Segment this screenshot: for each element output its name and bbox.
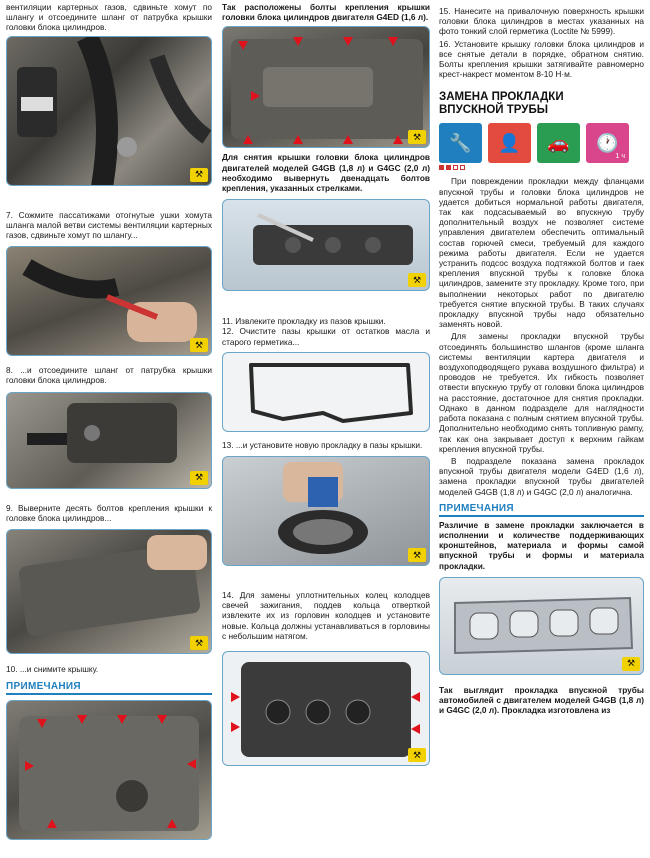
caption-g4gb-g4gc: Для снятия крышки головки блока цилиндров двигателей моделей G4GB (1,8 л) и G4GC (2,0 л) необходимо вывернуть двенадцать болтов крепления, указанных стрелками. bbox=[222, 152, 430, 194]
tool-icon: ⚒ bbox=[190, 471, 208, 485]
arrow-icon bbox=[411, 692, 420, 702]
notes-label: ПРИМЕЧАНИЯ bbox=[439, 503, 644, 517]
arrow-icon bbox=[243, 135, 253, 144]
tool-icon: ⚒ bbox=[408, 748, 426, 762]
intro-paragraph: При повреждении прокладки между фланцами впускной трубы и головки блока цилиндров не удается добиться нормальной работы двигателя, так как подсасываемый во впускную трубу дополнительный воздух не позволяет системе управления двигателем обеспечить оптимальный состав горючей смеси, требуемый для каждого режима работы двигателя. Если не удается устранить подсос воздуха подтяжкой болтов и гаек крепления впускной трубы к головке блока цилиндров, замените эту прокладку. Кроме того, при выполнении некоторых работ по двигателю требуется снятие впускной трубы. В таких случаях прокладку впускной трубы надо обязательно заменять новой. bbox=[439, 176, 644, 330]
arrow-icon bbox=[117, 715, 127, 724]
hose-disconnect-illustration bbox=[7, 393, 212, 489]
photo-pliers-clamp bbox=[6, 246, 212, 356]
photo-g4ed-bolts bbox=[222, 26, 430, 148]
photo-new-gasket bbox=[222, 352, 430, 432]
caption-g4ed: Так расположены болты крепления крышки головки блока цилиндров двигателя G4ED (1,6 л). bbox=[222, 2, 430, 23]
photo-seal-ring bbox=[222, 456, 430, 566]
column-right bbox=[439, 0, 644, 715]
photo-bolt-locations bbox=[6, 700, 212, 840]
step-14-text: 14. Для замены уплотнительных колец колодцев свечей зажигания, поддев кольца отверткой извлеките их из горловин колодцев и установите новые. Кольца должны устанавливаться в горловины с небольшим натягом. bbox=[222, 590, 430, 641]
wrench-icon: 🔧 bbox=[439, 123, 482, 163]
notes-label: ПРИМЕЧАНИЯ bbox=[6, 681, 212, 695]
step-8-text: 8. ...и отсоедините шланг от патрубка крышки головки блока цилиндров. bbox=[6, 365, 212, 386]
valve-cover-illustration bbox=[7, 530, 212, 654]
arrow-icon bbox=[77, 715, 87, 724]
gasket-caption: Так выглядит прокладка впускной трубы автомобилей с двигателем моделей G4GB (1,8 л) и G4GC (2,0 л). Прокладка изготовлена из bbox=[439, 684, 644, 716]
arrow-icon bbox=[393, 135, 403, 144]
arrow-icon bbox=[343, 135, 353, 144]
arrow-icon bbox=[293, 135, 303, 144]
seal-ring-illustration bbox=[223, 457, 430, 566]
arrow-icon bbox=[411, 724, 420, 734]
photo-hose-clamp bbox=[6, 36, 212, 186]
arrow-icon bbox=[231, 722, 240, 732]
engine-hose-illustration bbox=[7, 37, 212, 186]
clock-icon: 🕐 bbox=[586, 123, 629, 163]
column-left bbox=[6, 0, 212, 840]
photo-sealant-locations bbox=[222, 651, 430, 766]
step-15-text: 15. Нанесите на привалочную поверхность крышки головки блока цилиндров в местах указанных на фото тонкий слой герметика (Loctite № 5999). bbox=[439, 6, 644, 37]
arrow-icon bbox=[25, 761, 34, 771]
section-heading: ЗАМЕНА ПРОКЛАДКИ ВПУСКНОЙ ТРУБЫ bbox=[439, 91, 564, 117]
car-icon: 🚗 bbox=[537, 123, 580, 163]
arrow-icon bbox=[167, 819, 177, 828]
text-top: вентиляции картерных газов, сдвиньте хомут по шлангу и отсоедините шланг от патрубка крышки головки блока цилиндров. bbox=[6, 2, 212, 33]
step-9-text: 9. Выверните десять болтов крепления крышки к головке блока цилиндров... bbox=[6, 502, 212, 523]
tool-icon: ⚒ bbox=[190, 338, 208, 352]
procedure-paragraph: Для замены прокладки впускной трубы отсоединять большинство шлангов (кроме шланга системы вентиляции картера двигателя и воздухоподводящего рукава воздушного фильтра) и проводов не требуется. Их гибкость позволяет отвести впускную трубу от головки блока цилиндров на расстояние, достаточное для снятия прокладки. Однако в данном подразделе для наглядности работа показана с полным снятием впускной трубы. Дополнительно необходимо снять топливную рампу, так как она закрывает доступ к верхним гайкам крепления впускной трубы. bbox=[439, 331, 644, 454]
photo-intake-gasket bbox=[439, 577, 644, 675]
tool-icon: ⚒ bbox=[622, 657, 640, 671]
tool-icon: ⚒ bbox=[408, 273, 426, 287]
tool-icon: ⚒ bbox=[190, 636, 208, 650]
arrow-icon bbox=[251, 91, 260, 101]
models-paragraph: В подразделе показана замена прокладок впускной трубы двигателя модели G4ED (1,6 л), замена прокладки впускной трубы двигателей моделей G4GB (1,8 л) и G4GC (2,0 л) аналогична. bbox=[439, 455, 644, 497]
icon-people bbox=[488, 123, 531, 170]
arrow-icon bbox=[388, 37, 398, 46]
arrow-icon bbox=[157, 715, 167, 724]
step-7-text: 7. Сожмите пассатижами отогнутые ушки хомута шланга малой ветви системы вентиляции картерных газов, сдвиньте хомут по шлангу... bbox=[6, 209, 212, 241]
step-11-text: 11. Извлеките прокладку из пазов крышки. bbox=[222, 316, 386, 327]
gasket-outline-illustration bbox=[223, 353, 430, 432]
intake-gasket-illustration bbox=[440, 578, 644, 675]
photo-cover-bolts bbox=[6, 529, 212, 654]
cover-underside-illustration bbox=[223, 652, 430, 766]
arrow-icon bbox=[187, 759, 196, 769]
tool-icon: ⚒ bbox=[408, 130, 426, 144]
photo-hose-disconnect bbox=[6, 392, 212, 489]
note-text: Различие в замене прокладки заключается в исполнении и количестве поддерживающих кронштейнов, материала и формы самой впускной трубы и формы и материала прокладки. bbox=[439, 519, 644, 571]
icon-tools bbox=[439, 123, 482, 170]
icon-car bbox=[537, 123, 580, 170]
step-16-text: 16. Установите крышку головки блока цилиндров и все снятые детали в порядке, обратном снятию. Болты крепления крышки затягивайте равномерно крест-накрест моментом 8-10 Н·м. bbox=[439, 38, 644, 80]
step-12-text: 12. Очистите пазы крышки от остатков масла и старого герметика... bbox=[222, 326, 430, 347]
person-icon: 👤 bbox=[488, 123, 531, 163]
column-middle bbox=[222, 0, 430, 766]
tool-icon: ⚒ bbox=[190, 168, 208, 182]
arrow-icon bbox=[238, 41, 248, 50]
icon-time bbox=[586, 123, 629, 170]
cover-gasket-illustration bbox=[223, 200, 430, 291]
g4ed-cover-illustration bbox=[223, 27, 430, 148]
arrow-icon bbox=[343, 37, 353, 46]
step-10-text: 10. ...и снимите крышку. bbox=[6, 664, 99, 675]
tool-icon: ⚒ bbox=[408, 548, 426, 562]
arrow-icon bbox=[231, 692, 240, 702]
photo-remove-gasket bbox=[222, 199, 430, 291]
arrow-icon bbox=[47, 819, 57, 828]
arrow-icon bbox=[37, 719, 47, 728]
arrow-icon bbox=[293, 37, 303, 46]
time-label: 1 ч bbox=[615, 153, 625, 161]
difficulty-icons bbox=[439, 123, 644, 170]
step-13-text: 13. ...и установите новую прокладку в пазы крышки. bbox=[222, 439, 423, 450]
pliers-illustration bbox=[7, 247, 212, 356]
